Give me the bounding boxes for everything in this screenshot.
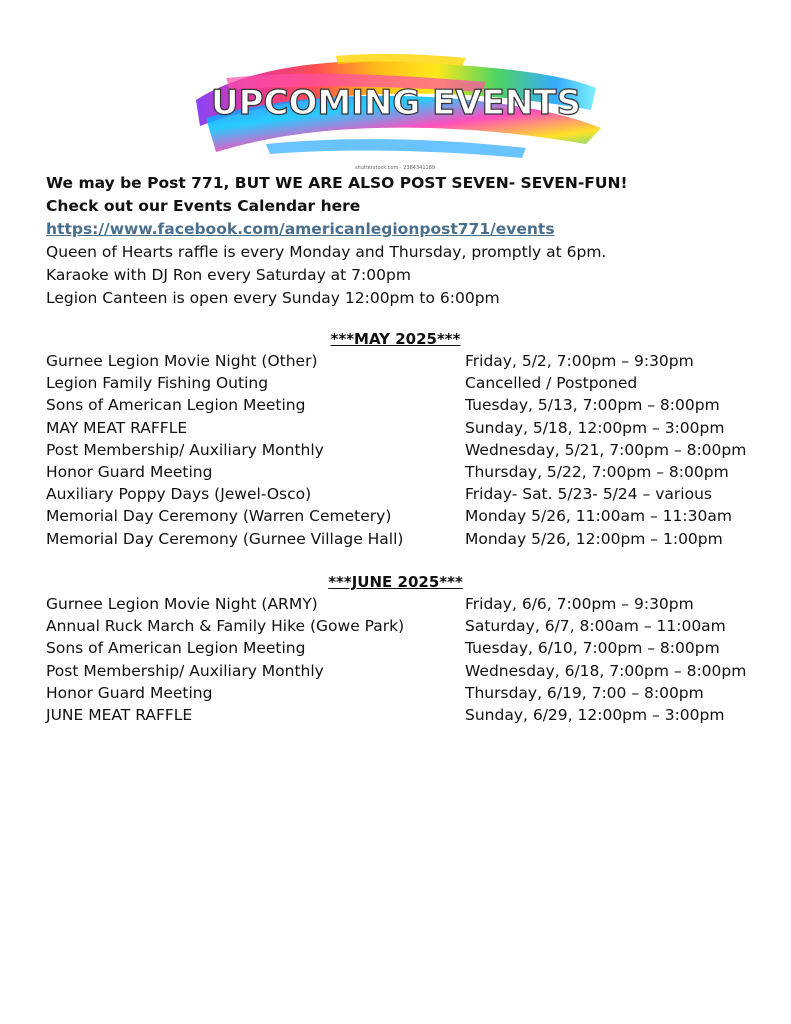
may-events-list [46, 350, 766, 550]
event-name: Honor Guard Meeting [46, 683, 213, 702]
canteen-note: Legion Canteen is open every Sunday 12:00pm to 6:00pm [46, 289, 500, 307]
event-name: Legion Family Fishing Outing [46, 374, 269, 393]
event-name: Sons of American Legion Meeting [46, 639, 306, 658]
event-row [46, 682, 766, 704]
event-row [46, 505, 766, 527]
event-row [46, 528, 766, 550]
event-date-time: Friday, 5/2, 7:00pm – 9:30pm [465, 352, 694, 371]
june-events-list [46, 593, 766, 726]
event-row [46, 394, 766, 416]
post-tagline: We may be Post 771, BUT WE ARE ALSO POST SEVEN- SEVEN-FUN! [46, 174, 628, 192]
calendar-callout: Check out our Events Calendar here [46, 197, 361, 215]
event-name: Memorial Day Ceremony (Warren Cemetery) [46, 507, 392, 526]
event-row [46, 704, 766, 726]
event-date-time: Cancelled / Postponed [465, 374, 638, 393]
event-row [46, 372, 766, 394]
facebook-events-link[interactable]: https://www.facebook.com/americanlegionpost771/events [46, 220, 555, 238]
event-name: Auxiliary Poppy Days (Jewel-Osco) [46, 485, 312, 504]
event-name: Gurnee Legion Movie Night (Other) [46, 352, 318, 371]
stock-credit: shutterstock.com · 2384341189 [354, 165, 436, 171]
banner-title: UPCOMING EVENTS [211, 83, 581, 123]
event-name: Memorial Day Ceremony (Gurnee Village Hall) [46, 529, 404, 548]
event-row [46, 615, 766, 637]
event-date-time: Sunday, 6/29, 12:00pm – 3:00pm [465, 706, 725, 725]
event-row [46, 350, 766, 372]
event-row [46, 439, 766, 461]
event-date-time: Wednesday, 5/21, 7:00pm – 8:00pm [465, 440, 747, 459]
event-name: JUNE MEAT RAFFLE [46, 706, 193, 725]
event-date-time: Wednesday, 6/18, 7:00pm – 8:00pm [465, 661, 747, 680]
event-row [46, 461, 766, 483]
event-name: Sons of American Legion Meeting [46, 396, 306, 415]
event-row [46, 660, 766, 682]
event-date-time: Monday 5/26, 11:00am – 11:30am [465, 507, 732, 526]
event-row [46, 417, 766, 439]
event-name: Honor Guard Meeting [46, 463, 213, 482]
event-date-time: Thursday, 6/19, 7:00 – 8:00pm [465, 683, 704, 702]
event-date-time: Thursday, 5/22, 7:00pm – 8:00pm [465, 463, 729, 482]
event-date-time: Saturday, 6/7, 8:00am – 11:00am [465, 617, 726, 636]
event-name: Post Membership/ Auxiliary Monthly [46, 661, 324, 680]
event-row [46, 637, 766, 659]
event-date-time: Tuesday, 5/13, 7:00pm – 8:00pm [465, 396, 720, 415]
event-name: MAY MEAT RAFFLE [46, 418, 188, 437]
event-name: Annual Ruck March & Family Hike (Gowe Park) [46, 617, 405, 636]
intro-section [46, 172, 766, 310]
event-name: Gurnee Legion Movie Night (ARMY) [46, 595, 318, 614]
queen-of-hearts-note: Queen of Hearts raffle is every Monday and Thursday, promptly at 6pm. [46, 243, 607, 261]
event-date-time: Monday 5/26, 12:00pm – 1:00pm [465, 529, 723, 548]
event-date-time: Friday- Sat. 5/23- 5/24 – various [465, 485, 712, 504]
karaoke-note: Karaoke with DJ Ron every Saturday at 7:00pm [46, 266, 411, 284]
rainbow-brush-banner [186, 48, 606, 166]
event-date-time: Sunday, 5/18, 12:00pm – 3:00pm [465, 418, 725, 437]
june-heading: ***JUNE 2025*** [328, 573, 463, 591]
upcoming-events-banner [186, 48, 606, 166]
event-row [46, 483, 766, 505]
event-date-time: Friday, 6/6, 7:00pm – 9:30pm [465, 595, 694, 614]
event-name: Post Membership/ Auxiliary Monthly [46, 440, 324, 459]
event-date-time: Tuesday, 6/10, 7:00pm – 8:00pm [465, 639, 720, 658]
may-heading: ***MAY 2025*** [330, 330, 461, 348]
event-row [46, 593, 766, 615]
